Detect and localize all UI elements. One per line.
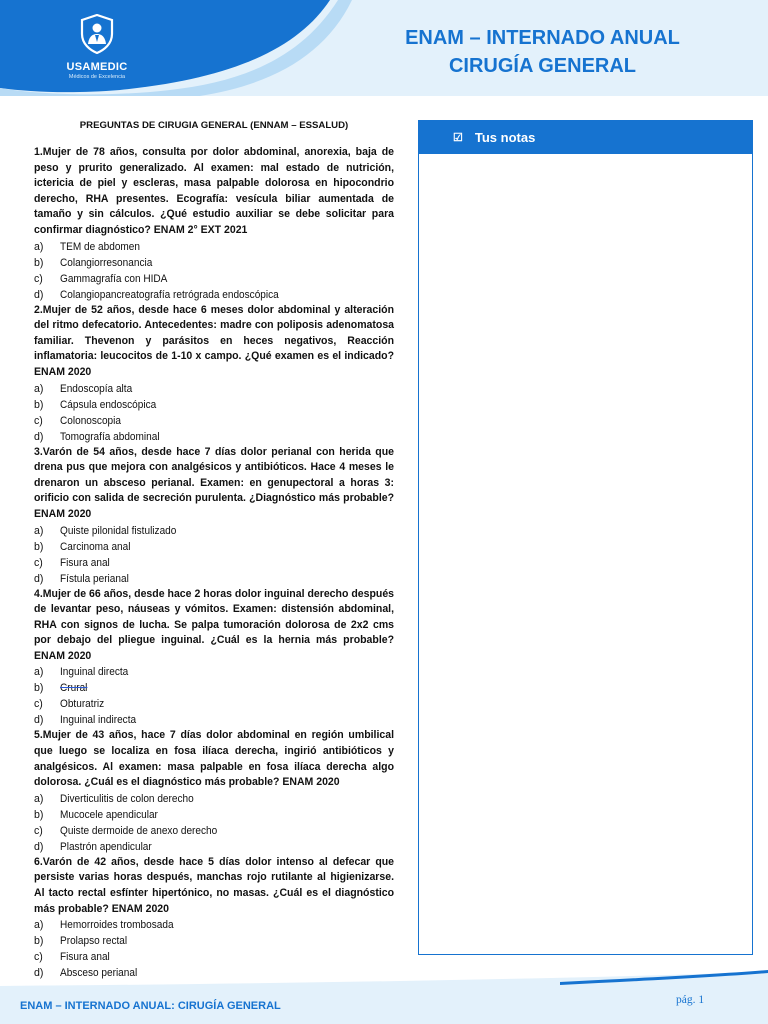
option-letter: d) (34, 430, 44, 443)
title-line-2: CIRUGÍA GENERAL (448, 55, 637, 77)
answer-option (34, 839, 394, 855)
answer-option (34, 271, 394, 287)
option-letter: c) (34, 698, 43, 711)
answer-option (34, 555, 394, 571)
option-text: Quiste dermoide de anexo derecho (60, 824, 218, 837)
option-letter: a) (34, 382, 44, 395)
option-text: Diverticulitis de colon derecho (60, 792, 194, 805)
question-block (34, 728, 394, 854)
option-text: Colangiopancreatografía retrógrada endoscópica (60, 288, 279, 301)
answer-option (34, 255, 394, 271)
usamedic-logo (58, 14, 136, 80)
question-text: 4.Mujer de 66 años, desde hace 2 horas dolor inguinal derecho después de levantar peso, náuseas y vómitos. Examen: distensión abdominal, RHA con signos de lucha. Se palpa tumoración dolorosa de 2x2 cms por debajo del pliegue inguinal. ¿Cuál es la hernia más probable? ENAM 2020 (34, 587, 395, 662)
answer-option (34, 823, 394, 839)
option-letter: b) (34, 398, 44, 411)
option-text: Endoscopía alta (60, 382, 133, 395)
answer-option (34, 664, 394, 680)
option-letter: b) (34, 808, 44, 821)
answer-option (34, 712, 394, 728)
answer-option (34, 807, 394, 823)
brand-name: USAMEDIC (66, 61, 128, 73)
footer-title: ENAM – INTERNADO ANUAL: CIRUGÍA GENERAL (20, 1000, 281, 1012)
option-letter: c) (34, 824, 43, 837)
section-title: PREGUNTAS DE CIRUGIA GENERAL (ENNAM – ESSALUD) (79, 120, 349, 131)
option-text: Obturatriz (60, 698, 105, 711)
option-text: Prolapso rectal (60, 935, 128, 948)
option-text: Fisura anal (60, 951, 110, 964)
brand-tagline: Médicos de Excelencia (68, 74, 126, 80)
answer-option (34, 429, 394, 445)
option-letter: c) (34, 272, 43, 285)
answer-option (34, 539, 394, 555)
answer-option (34, 381, 394, 397)
option-letter: b) (34, 256, 44, 269)
option-letter: b) (34, 682, 44, 695)
questions-column (34, 120, 394, 981)
option-list (34, 791, 394, 855)
option-text: Cápsula endoscópica (60, 398, 157, 411)
option-letter: a) (34, 666, 44, 679)
question-block (34, 445, 394, 587)
option-text: Plastrón apendicular (60, 840, 152, 853)
shield-doctor-icon (80, 14, 114, 54)
option-letter: b) (34, 540, 44, 553)
option-letter: d) (34, 840, 44, 853)
option-letter: c) (34, 414, 43, 427)
option-letter: a) (34, 792, 44, 805)
option-letter: d) (34, 288, 44, 301)
question-text: 3.Varón de 54 años, desde hace 7 días dolor perianal con herida que drena pus que mejora con analgésicos y antibióticos. Hace 4 meses le drenaron un absceso perianal. Examen: en genupectoral a horas 3: orificio con salida de secreción purulenta. ¿Diagnóstico más probable? ENAM 2020 (34, 445, 395, 520)
option-letter: a) (34, 919, 44, 932)
question-text: 5.Mujer de 43 años, hace 7 días dolor abdominal en región umbilical que luego se localiza en fosa ilíaca derecha, ingirió antibióticos y analgésicos. Al examen: masa palpable en fosa ilíaca derecha algo dolorosa. ¿Cuál es el diagnóstico más probable? ENAM 2020 (34, 729, 395, 789)
question-block (34, 303, 394, 445)
document-title (340, 24, 745, 80)
answer-option (34, 933, 394, 949)
option-text: TEM de abdomen (60, 240, 141, 253)
option-list (34, 664, 394, 728)
footer-wave-decoration (0, 960, 768, 1024)
option-text: Fisura anal (60, 556, 110, 569)
option-text: Fístula perianal (60, 572, 129, 585)
answer-option (34, 523, 394, 539)
question-block (34, 145, 394, 303)
answer-option (34, 696, 394, 712)
option-letter: d) (34, 967, 44, 980)
answer-option (34, 413, 394, 429)
option-letter: d) (34, 714, 44, 727)
option-letter: c) (34, 556, 43, 569)
option-text: Crural (60, 682, 88, 695)
option-text: Quiste pilonidal fistulizado (60, 524, 177, 537)
answer-option (34, 917, 394, 933)
notes-panel[interactable] (418, 120, 753, 955)
question-text: 2.Mujer de 52 años, desde hace 6 meses dolor abdominal y alteración del ritmo defecatorio. Antecedentes: madre con poliposis adenomatosa familiar. Thevenon y parásitos en heces negativos, Reacción inflamatoria: leucocitos de 1-10 x campo. ¿Qué examen es el indicado? ENAM 2020 (34, 303, 395, 378)
option-letter: c) (34, 951, 43, 964)
answer-option (34, 287, 394, 303)
option-text: Tomografía abdominal (60, 430, 160, 443)
option-list (34, 239, 394, 303)
option-text: Absceso perianal (60, 967, 138, 980)
notes-title: Tus notas (474, 130, 536, 145)
option-text: Hemorroides trombosada (60, 919, 174, 932)
answer-option (34, 571, 394, 587)
checkbox-icon: ☑ (453, 132, 463, 144)
option-letter: a) (34, 240, 44, 253)
answer-option (34, 239, 394, 255)
option-text: Inguinal directa (60, 666, 129, 679)
option-letter: b) (34, 935, 44, 948)
answer-option (34, 397, 394, 413)
page-footer (0, 960, 768, 1024)
option-text: Inguinal indirecta (60, 714, 137, 727)
option-list (34, 523, 394, 587)
option-text: Colangiorresonancia (60, 256, 153, 269)
title-line-1: ENAM – INTERNADO ANUAL (405, 27, 680, 49)
page-header (0, 0, 768, 96)
option-list (34, 381, 394, 445)
option-text: Colonoscopia (60, 414, 121, 427)
page-number: pág. 1 (676, 994, 705, 1006)
option-text: Gammagrafía con HIDA (60, 272, 168, 285)
answer-option (34, 680, 394, 696)
question-list (34, 145, 394, 981)
option-text: Mucocele apendicular (60, 808, 158, 821)
question-text: 6.Varón de 42 años, desde hace 5 días dolor intenso al defecar que persiste varias horas después, manchas rojo rutilante al higienizarse. Al tacto rectal esfínter hipertónico, no masas. ¿Cuál es el diagnóstico más probable? ENAM 2020 (34, 855, 395, 915)
notes-header (419, 121, 752, 154)
option-letter: d) (34, 572, 44, 585)
option-letter: a) (34, 524, 44, 537)
answer-option (34, 791, 394, 807)
option-text: Carcinoma anal (60, 540, 131, 553)
question-block (34, 587, 394, 729)
question-text: 1.Mujer de 78 años, consulta por dolor abdominal, anorexia, baja de peso y prurito generalizado. Al examen: mal estado de nutrición, ictericia de piel y escleras, masa palpable dolorosa en hipocondrio derecho, RHA presentes. Ecografía: vesícula biliar aumentada de tamaño y sin cálculos. ¿Qué estudio auxiliar se debe solicitar para confirmar diagnóstico? ENAM 2° EXT 2021 (34, 146, 395, 236)
